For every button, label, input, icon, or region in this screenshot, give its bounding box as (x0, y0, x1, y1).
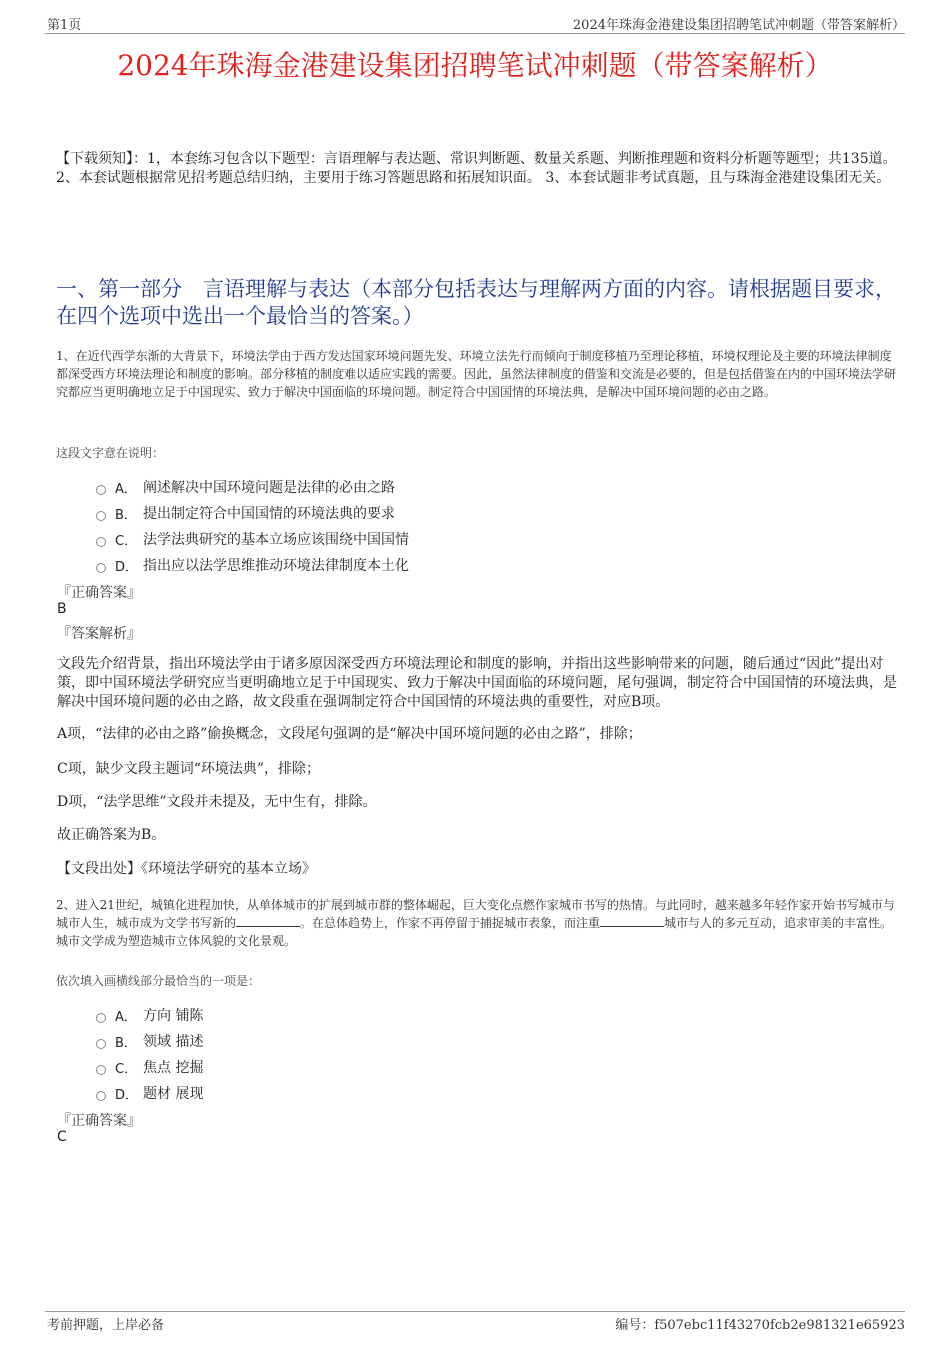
question-1-option-a[interactable] (96, 477, 395, 497)
footer-divider (45, 1311, 905, 1312)
section-title: 一、第一部分 言语理解与表达（本部分包括表达与理解两方面的内容。请根据题目要求，在四个选项中选出一个最恰当的答案。） (56, 277, 896, 328)
question-1-answer-label: 『正确答案』 (57, 585, 141, 601)
option-text: 阐述解决中国环境问题是法律的必由之路 (143, 480, 395, 496)
page-number: 第1页 (47, 18, 82, 33)
question-1-option-c[interactable] (96, 529, 409, 549)
question-2-option-c[interactable] (96, 1057, 203, 1077)
fill-blank-1 (236, 916, 300, 927)
radio-icon[interactable] (96, 485, 106, 495)
option-text: 方向 铺陈 (143, 1008, 204, 1024)
radio-icon[interactable] (96, 511, 106, 521)
question-2-option-a[interactable] (96, 1005, 203, 1025)
question-1-analysis-d: D项，“法学思维”文段并未提及，无中生有，排除。 (57, 794, 377, 810)
radio-icon[interactable] (96, 563, 106, 573)
header-doc-title: 2024年珠海金港建设集团招聘笔试冲刺题（带答案解析） (572, 18, 905, 33)
radio-icon[interactable] (96, 1065, 106, 1075)
question-2-prompt: 依次填入画横线部分最恰当的一项是： (56, 974, 261, 988)
option-letter: C． (115, 533, 138, 549)
download-notice: 【下载须知】：1，本套练习包含以下题型：言语理解与表达题、常识判断题、数量关系题、判断推理题和资料分析题等题型；共135道。 2、本套试题根据常见招考题总结归纳，主要用于练习答题思路和拓展知识面。 3、本套试题非考试真题，且与珠海金港建设集团无关。 (56, 151, 897, 186)
option-letter: D． (115, 1087, 139, 1103)
question-2-option-b[interactable] (96, 1031, 203, 1051)
radio-icon[interactable] (96, 1013, 106, 1023)
question-1-text: 1、在近代西学东渐的大背景下，环境法学由于西方发达国家环境问题先发、环境立法先行而倾向于制度移植乃至理论移植，环境权理论及主要的环境法律制度都深受西方环境法理论和制度的影响。部分移植的制度难以适应实践的需要。因此，虽然法律制度的借鉴和交流是必要的，但是包括借鉴在内的中国环境法学研究都应当更明确地立足于中国现实、致力于解决中国面临的环境问题。制定符合中国国情的环境法典，是解决中国环境问题的必由之路。 (56, 349, 897, 399)
question-1-answer: B (57, 601, 67, 617)
option-text: 焦点 挖掘 (143, 1060, 204, 1076)
option-letter: B． (115, 507, 137, 523)
option-letter: B． (115, 1035, 137, 1051)
question-1-conclusion: 故正确答案为B。 (57, 827, 166, 843)
option-letter: A． (115, 481, 137, 497)
question-1-option-d[interactable] (96, 555, 409, 575)
question-2-text-part3: 城市与人的多元互动，追求审美的丰富性。城市文学成为塑造城市立体风貌的文化景观。 (56, 916, 893, 948)
option-letter: C． (115, 1061, 138, 1077)
radio-icon[interactable] (96, 537, 106, 547)
question-1-source: 【文段出处】《环境法学研究的基本立场》 (57, 861, 316, 877)
option-letter: A． (115, 1009, 137, 1025)
question-2-text-part2: 。在总体趋势上，作家不再停留于捕捉城市表象，而注重 (300, 916, 601, 930)
question-1-analysis-label: 『答案解析』 (57, 626, 141, 642)
question-2-text (56, 896, 901, 950)
radio-icon[interactable] (96, 1039, 106, 1049)
option-text: 法学法典研究的基本立场应该围绕中国国情 (143, 532, 409, 548)
question-2-option-d[interactable] (96, 1083, 203, 1103)
question-1-prompt: 这段文字意在说明： (56, 446, 165, 460)
question-1-option-b[interactable] (96, 503, 395, 523)
option-text: 领域 描述 (143, 1034, 204, 1050)
option-text: 指出应以法学思维推动环境法律制度本土化 (143, 558, 409, 574)
question-2-text-part1: 2、进入21世纪，城镇化进程加快，从单体城市的扩展到城市群的整体崛起，巨大变化点燃作家城市书写的热情。与此同时，越来越多年轻作家开始书写城市与城市人生，城市成为文学书写新的 (56, 898, 895, 930)
page-title: 2024年珠海金港建设集团招聘笔试冲刺题（带答案解析） (117, 49, 833, 82)
question-1-analysis-a: A项，“法律的必由之路”偷换概念，文段尾句强调的是“解决中国环境问题的必由之路”，排除； (57, 726, 642, 742)
question-2-answer-label: 『正确答案』 (57, 1113, 141, 1129)
footer-serial: 编号：f507ebc11f43270fcb2e981321e65923 (615, 1318, 905, 1333)
question-1-analysis-para: 文段先介绍背景，指出环境法学由于诸多原因深受西方环境法理论和制度的影响，并指出这些影响带来的问题，随后通过“因此”提出对策，即中国环境法学研究应当更明确地立足于中国现实、致力于解决中国面临的环境问题，尾句强调，制定符合中国国情的环境法典，是解决中国环境问题的必由之路，故文段重在强调制定符合中国国情的环境法典的重要性，对应B项。 (57, 656, 897, 710)
option-letter: D． (115, 559, 139, 575)
option-text: 题材 展现 (143, 1086, 204, 1102)
footer-slogan: 考前押题，上岸必备 (47, 1318, 165, 1333)
header-divider (45, 33, 905, 34)
fill-blank-2 (600, 916, 664, 927)
question-1-analysis-c: C项，缺少文段主题词“环境法典”，排除； (57, 761, 321, 777)
radio-icon[interactable] (96, 1091, 106, 1101)
question-2-answer: C (57, 1129, 67, 1145)
option-text: 提出制定符合中国国情的环境法典的要求 (143, 506, 395, 522)
